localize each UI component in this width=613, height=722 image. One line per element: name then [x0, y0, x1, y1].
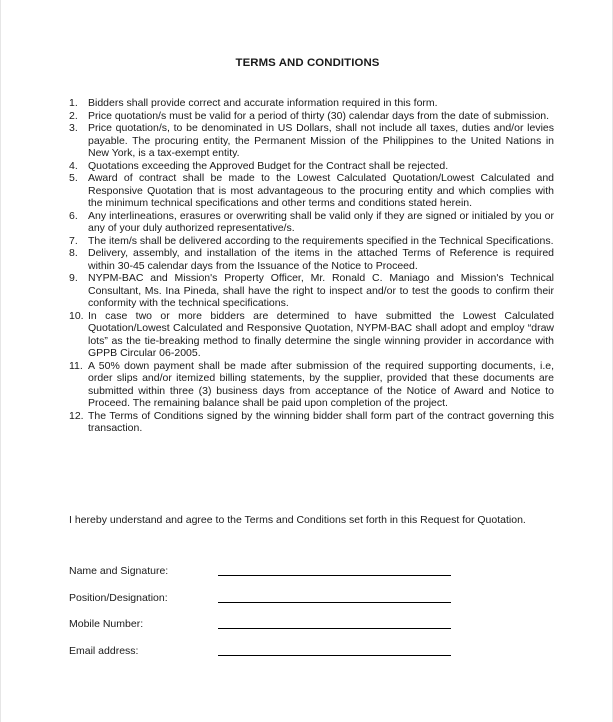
term-item	[69, 172, 554, 210]
term-item	[69, 272, 554, 310]
email-row	[69, 645, 459, 659]
term-text: Award of contract shall be made to the Lowest Calculated Quotation/Lowest Calculated and Responsive Quotation that is most advantageous to the procuring entity and which complies with the minimum technical specifications and other terms and conditions stated herein.	[88, 172, 554, 209]
term-number: 1.	[69, 97, 78, 109]
term-item	[69, 235, 554, 248]
term-item	[69, 210, 554, 235]
term-text: The item/s shall be delivered according to the requirements specified in the Technical Specifications.	[88, 234, 554, 247]
name-signature-row	[69, 565, 459, 579]
term-item	[69, 247, 554, 272]
name-signature-line[interactable]	[218, 575, 451, 576]
term-item	[69, 360, 554, 410]
email-line[interactable]	[218, 655, 451, 656]
position-row	[69, 592, 459, 606]
position-label: Position/Designation:	[69, 592, 168, 604]
term-number: 9.	[69, 272, 78, 284]
term-item	[69, 410, 554, 435]
term-number: 11.	[69, 359, 83, 372]
term-item	[69, 310, 554, 360]
position-line[interactable]	[218, 602, 451, 603]
page-title: TERMS AND CONDITIONS	[235, 57, 380, 69]
email-label: Email address:	[69, 645, 139, 657]
term-text: Price quotation/s, to be denominated in US Dollars, shall not include all taxes, duties and/or levies payable. The procuring entity, the Permanent Mission of the Philippines to the United Nations in New York, is a tax-exempt entity.	[88, 122, 554, 159]
term-number: 4.	[69, 159, 78, 172]
mobile-label: Mobile Number:	[69, 618, 144, 630]
term-text: A 50% down payment shall be made after submission of the required supporting documents, i.e, order slips and/or itemized billing statements, by the supplier, provided that these documents are submitted within three (3) business days from acceptance of the Notice of Award and Notice to Proceed. The remaining balance shall be paid upon completion of the project.	[88, 359, 554, 409]
term-number: 10.	[69, 309, 84, 322]
name-signature-label: Name and Signature:	[69, 565, 169, 577]
term-number: 3.	[69, 122, 78, 134]
term-item	[69, 160, 554, 173]
term-item	[69, 122, 554, 160]
term-text: Delivery, assembly, and installation of the items in the attached Terms of Reference is required within 30-45 calendar days from the Issuance of the Notice to Proceed.	[88, 247, 554, 272]
agreement-statement: I hereby understand and agree to the Terms and Conditions set forth in this Request for Quotation.	[69, 514, 526, 526]
term-text: Any interlineations, erasures or overwriting shall be valid only if they are signed or initialed by you or any of your duly authorized representative/s.	[88, 209, 554, 234]
mobile-line[interactable]	[218, 628, 451, 629]
term-text: Price quotation/s must be valid for a period of thirty (30) calendar days from the date of submission.	[88, 109, 550, 122]
term-text: Quotations exceeding the Approved Budget for the Contract shall be rejected.	[88, 159, 449, 172]
term-item	[69, 97, 554, 110]
term-item	[69, 110, 554, 123]
term-text: The Terms of Conditions signed by the winning bidder shall form part of the contract governing this transaction.	[88, 409, 554, 434]
term-number: 2.	[69, 109, 78, 122]
term-number: 7.	[69, 234, 78, 247]
term-number: 6.	[69, 209, 78, 222]
term-text: NYPM-BAC and Mission's Property Officer, Mr. Ronald C. Maniago and Mission's Technical Consultant, Ms. Ina Pineda, shall have the right to inspect and/or to test the goods to confirm their conformity with the technical specifications.	[88, 272, 554, 309]
term-number: 8.	[69, 247, 78, 259]
term-text: Bidders shall provide correct and accurate information required in this form.	[88, 97, 438, 109]
term-text: In case two or more bidders are determined to have submitted the Lowest Calculated Quotation/Lowest Calculated and Responsive Quotation, NYPM-BAC shall adopt and employ “draw lots” as the tie-breaking method to finally determine the single winning provider in accordance with GPPB Circular 06-2005.	[88, 309, 554, 359]
term-number: 12.	[69, 409, 84, 422]
mobile-row	[69, 618, 459, 632]
terms-list	[69, 97, 554, 435]
term-number: 5.	[69, 172, 78, 184]
